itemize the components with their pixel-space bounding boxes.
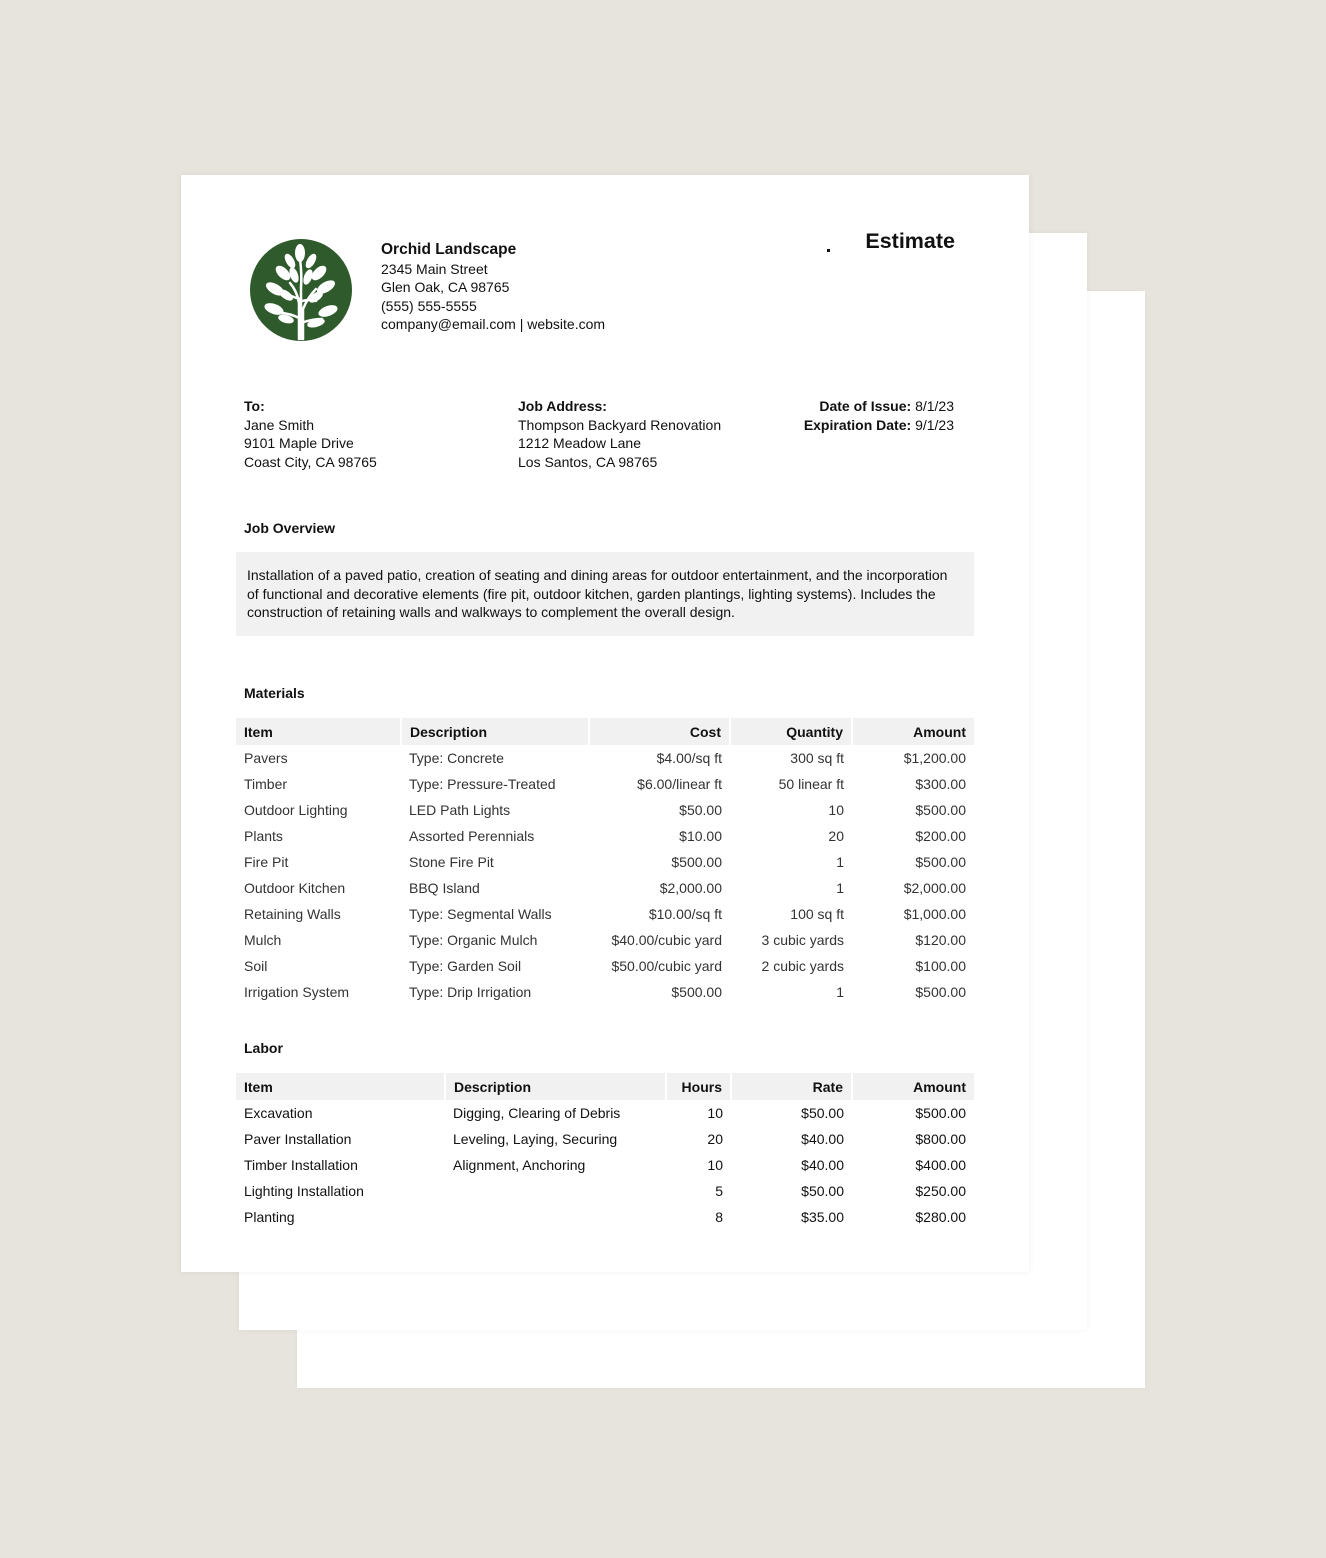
materials-header-item: Item: [236, 718, 401, 745]
material-amount: $300.00: [915, 776, 966, 792]
job-address-label: Job Address:: [518, 398, 607, 414]
material-amount: $200.00: [915, 828, 966, 844]
material-item: Irrigation System: [244, 984, 350, 1000]
labor-rate: $40.00: [801, 1157, 844, 1173]
material-description: LED Path Lights: [409, 802, 511, 818]
labor-rate: $40.00: [801, 1131, 844, 1147]
material-amount: $500.00: [915, 802, 966, 818]
material-amount: $120.00: [915, 932, 966, 948]
expiration-date-value: 9/1/23: [915, 416, 954, 433]
estimate-page: [181, 175, 1029, 1272]
table-row: [236, 1152, 974, 1178]
labor-description: Alignment, Anchoring: [453, 1157, 586, 1173]
material-cost: $50.00/cubic yard: [611, 958, 722, 974]
material-amount: $500.00: [915, 984, 966, 1000]
material-quantity: 1: [836, 984, 844, 1000]
labor-item: Excavation: [244, 1105, 313, 1121]
material-description: Assorted Perennials: [409, 828, 535, 844]
material-cost: $500.00: [671, 984, 722, 1000]
labor-header-row: [236, 1073, 974, 1100]
table-row: [236, 901, 974, 927]
material-cost: $50.00: [679, 802, 722, 818]
job-overview-title: Job Overview: [244, 520, 336, 536]
expiration-date-row: [804, 416, 954, 435]
material-amount: $500.00: [915, 854, 966, 870]
material-cost: $4.00/sq ft: [656, 750, 722, 766]
table-row: [236, 771, 974, 797]
labor-hours: 8: [715, 1209, 723, 1225]
material-item: Soil: [244, 958, 268, 974]
material-item: Timber: [244, 776, 288, 792]
material-description: BBQ Island: [409, 880, 480, 896]
material-description: Type: Drip Irrigation: [409, 984, 532, 1000]
materials-header-description: Description: [401, 718, 589, 745]
labor-header-rate: Rate: [731, 1073, 852, 1100]
decorative-dot: [827, 249, 830, 252]
labor-hours: 5: [715, 1183, 723, 1199]
labor-hours: 20: [707, 1131, 723, 1147]
table-row: [236, 745, 974, 771]
job-project: Thompson Backyard Renovation: [518, 416, 722, 433]
labor-description: Leveling, Laying, Securing: [453, 1131, 618, 1147]
issue-date-value: 8/1/23: [915, 398, 954, 414]
material-amount: $2,000.00: [903, 880, 966, 896]
labor-amount: $280.00: [915, 1209, 966, 1225]
table-row: [236, 875, 974, 901]
issue-date-label: Date of Issue:: [819, 398, 912, 414]
labor-hours: 10: [707, 1105, 723, 1121]
material-quantity: 1: [836, 880, 844, 896]
labor-table: [236, 1073, 974, 1230]
recipient-name: Jane Smith: [244, 416, 315, 433]
labor-rate: $35.00: [801, 1209, 844, 1225]
labor-item: Paver Installation: [244, 1131, 352, 1147]
company-info: [381, 241, 605, 334]
material-item: Retaining Walls: [244, 906, 341, 922]
material-quantity: 2 cubic yards: [761, 958, 844, 974]
material-description: Type: Organic Mulch: [409, 932, 538, 948]
labor-item: Planting: [244, 1209, 295, 1225]
material-quantity: 100 sq ft: [790, 906, 844, 922]
labor-description: [445, 1204, 666, 1230]
material-item: Outdoor Kitchen: [244, 880, 346, 896]
company-phone: (555) 555-5555: [381, 297, 477, 314]
material-cost: $2,000.00: [659, 880, 722, 896]
company-name: Orchid Landscape: [381, 241, 517, 258]
material-description: Type: Concrete: [409, 750, 504, 766]
recipient-street: 9101 Maple Drive: [244, 435, 354, 452]
job-overview-text: Installation of a paved patio, creation of seating and dining areas for outdoor entertainment, and the incorporation of functional and decorative elements (fire pit, outdoor kitchen, garden plantings, lighting systems). Includes the construction of retaining walls and walkways to complement the overall design.: [247, 567, 948, 621]
labor-amount: $400.00: [915, 1157, 966, 1173]
company-city: Glen Oak, CA 98765: [381, 279, 510, 296]
material-item: Outdoor Lighting: [244, 802, 348, 818]
labor-header-amount: Amount: [852, 1073, 974, 1100]
materials-header-row: [236, 718, 974, 745]
material-description: Type: Pressure-Treated: [409, 776, 556, 792]
material-amount: $1,200.00: [903, 750, 966, 766]
issue-date-row: [804, 397, 954, 416]
material-amount: $1,000.00: [903, 906, 966, 922]
table-row: [236, 953, 974, 979]
labor-header-item: Item: [236, 1073, 445, 1100]
material-amount: $100.00: [915, 958, 966, 974]
table-row: [236, 927, 974, 953]
material-item: Pavers: [244, 750, 288, 766]
table-row: [236, 1178, 974, 1204]
job-overview-box: [236, 552, 974, 636]
labor-header-description: Description: [445, 1073, 666, 1100]
company-contact: company@email.com | website.com: [381, 316, 606, 333]
material-cost: $10.00: [679, 828, 722, 844]
materials-header-cost: Cost: [589, 718, 730, 745]
labor-item: Lighting Installation: [244, 1183, 364, 1199]
table-row: [236, 1126, 974, 1152]
company-street: 2345 Main Street: [381, 260, 488, 277]
table-row: [236, 823, 974, 849]
table-row: [236, 979, 974, 1005]
material-description: Stone Fire Pit: [409, 854, 494, 870]
material-cost: $10.00/sq ft: [648, 906, 722, 922]
material-quantity: 300 sq ft: [790, 750, 844, 766]
job-address-block: [518, 397, 721, 471]
materials-header-quantity: Quantity: [730, 718, 852, 745]
labor-description: [445, 1178, 666, 1204]
labor-amount: $250.00: [915, 1183, 966, 1199]
tree-logo-icon: [250, 239, 352, 341]
table-row: [236, 849, 974, 875]
labor-title: Labor: [244, 1040, 283, 1056]
recipient-block: [244, 397, 377, 471]
material-description: Type: Segmental Walls: [409, 906, 552, 922]
table-row: [236, 1100, 974, 1126]
labor-hours: 10: [707, 1157, 723, 1173]
job-street: 1212 Meadow Lane: [518, 435, 641, 452]
material-quantity: 1: [836, 854, 844, 870]
labor-amount: $800.00: [915, 1131, 966, 1147]
labor-rate: $50.00: [801, 1105, 844, 1121]
expiration-date-label: Expiration Date:: [803, 416, 912, 433]
labor-rate: $50.00: [801, 1183, 844, 1199]
material-item: Fire Pit: [244, 854, 289, 870]
material-description: Type: Garden Soil: [409, 958, 522, 974]
material-quantity: 20: [828, 828, 844, 844]
labor-amount: $500.00: [915, 1105, 966, 1121]
recipient-label: To:: [244, 398, 265, 414]
recipient-city: Coast City, CA 98765: [244, 453, 377, 470]
labor-item: Timber Installation: [244, 1157, 358, 1173]
material-cost: $6.00/linear ft: [637, 776, 722, 792]
materials-title: Materials: [244, 685, 305, 701]
job-city: Los Santos, CA 98765: [518, 453, 658, 470]
material-item: Mulch: [244, 932, 282, 948]
material-cost: $40.00/cubic yard: [611, 932, 722, 948]
table-row: [236, 1204, 974, 1230]
labor-description: Digging, Clearing of Debris: [453, 1105, 621, 1121]
table-row: [236, 797, 974, 823]
labor-header-hours: Hours: [666, 1073, 731, 1100]
material-quantity: 50 linear ft: [778, 776, 844, 792]
material-quantity: 3 cubic yards: [761, 932, 844, 948]
dates-block: [804, 397, 954, 434]
material-item: Plants: [244, 828, 283, 844]
material-quantity: 10: [828, 802, 844, 818]
document-title: Estimate: [865, 229, 955, 253]
materials-header-amount: Amount: [852, 718, 974, 745]
materials-table: [236, 718, 974, 1005]
material-cost: $500.00: [671, 854, 722, 870]
